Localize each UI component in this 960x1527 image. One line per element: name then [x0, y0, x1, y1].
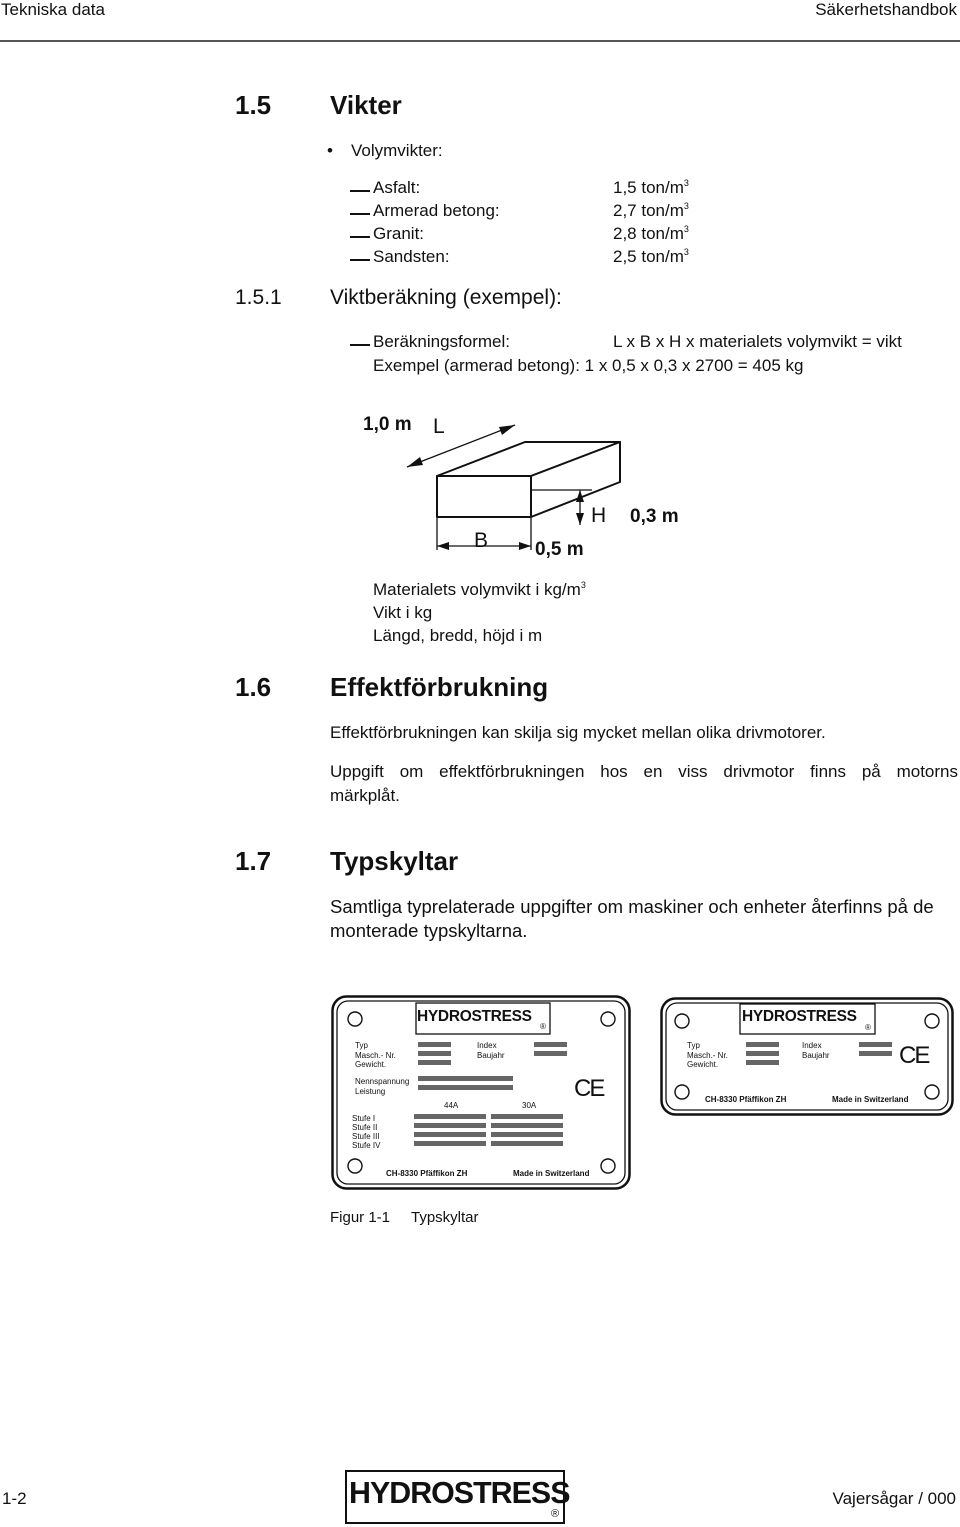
plate-brand: HYDROSTRESS [742, 1008, 857, 1025]
density-label: Granit: [373, 224, 425, 243]
diagram-legend-line: Materialets volymvikt i $kg/m^3$ [373, 580, 586, 599]
density-label: Sandsten: [373, 247, 450, 266]
ce-mark-icon: CE [899, 1042, 929, 1069]
height-letter: H [591, 504, 607, 527]
width-letter: B [474, 529, 489, 552]
plate-col-b: 30A [522, 1101, 537, 1110]
arrow-head [437, 542, 449, 550]
screw-hole [348, 1159, 362, 1173]
height-value: 0,3 m [630, 506, 679, 527]
figure-caption: Typskyltar [411, 1209, 479, 1226]
section-number-1-5: 1.5 [235, 90, 272, 120]
section-title-effektforbrukning: Effektförbrukning [330, 672, 549, 702]
density-label: Armerad betong: [373, 201, 500, 220]
screw-hole [675, 1014, 689, 1028]
formula-example: Exempel (armerad betong): 1 x 0,5 x 0,3 x 2700 = 405 kg [373, 356, 804, 375]
arrow-head [499, 425, 515, 435]
footer-right: Vajersågar / 000 [832, 1489, 956, 1508]
block-front-face [437, 476, 531, 517]
paragraph: monterade typskyltarna. [330, 920, 528, 941]
paragraph: märkplåt. [330, 786, 400, 805]
header-left: Tekniska data [1, 0, 105, 19]
length-value: 1,0 m [363, 414, 412, 435]
plate-labels-right: Index Baujahr [477, 1041, 505, 1060]
registered-mark: ® [540, 1022, 546, 1031]
density-value: 2,5 ton/$m^3$ [613, 247, 689, 266]
screw-hole [601, 1012, 615, 1026]
plate-footer-left: CH-8330 Pfäffikon ZH [386, 1169, 468, 1178]
diagram-legend-line: Vikt i kg [373, 603, 433, 622]
plate-labels-left: Typ Masch.- Nr. Gewicht. [355, 1041, 396, 1069]
plate-stufe-labels: Stufe I Stufe II Stufe III Stufe IV [352, 1114, 381, 1150]
section-number-1-6: 1.6 [235, 672, 272, 702]
density-value: 1,5 ton/$m^3$ [613, 178, 689, 197]
arrow-head [519, 542, 531, 550]
arrow-head [407, 457, 423, 467]
page-number: 1-2 [2, 1489, 27, 1508]
logo-text: HYDROSTRESS [349, 1475, 570, 1510]
screw-hole [348, 1012, 362, 1026]
section-number-1-7: 1.7 [235, 846, 272, 876]
plate-footer-right: Made in Switzerland [513, 1169, 590, 1178]
section-title-vikter: Vikter [330, 90, 402, 120]
figure-number: Figur 1-1 [330, 1209, 391, 1226]
block-diagram [0, 0, 960, 660]
density-value: 2,8 ton/$m^3$ [613, 224, 689, 243]
type-plate-large [331, 995, 631, 1190]
screw-hole [675, 1085, 689, 1099]
plate-footer-left: CH-8330 Pfäffikon ZH [705, 1095, 787, 1104]
plate-footer-right: Made in Switzerland [832, 1095, 909, 1104]
plate-labels-power: Nennspannung Leistung [355, 1077, 410, 1096]
header-right: Säkerhetshandbok [815, 0, 957, 19]
ce-mark-icon: CE [574, 1075, 604, 1102]
hydrostress-logo [345, 1470, 570, 1524]
plate-brand: HYDROSTRESS [417, 1008, 532, 1025]
section-number-1-5-1: 1.5.1 [235, 286, 282, 309]
bullet-volymvikter: Volymvikter: [351, 141, 443, 160]
length-letter: L [433, 415, 445, 438]
section-title-viktberakning: Viktberäkning (exempel): [330, 286, 562, 309]
paragraph: Samtliga typrelaterade uppgifter om maskiner och enheter återfinns på de [330, 896, 934, 917]
plate-labels-left: Typ Masch.- Nr. Gewicht. [687, 1041, 728, 1069]
arrow-head [576, 513, 584, 525]
screw-hole [601, 1159, 615, 1173]
screw-hole [925, 1085, 939, 1099]
registered-mark: ® [865, 1023, 871, 1032]
registered-mark: ® [551, 1508, 560, 1520]
plate-labels-right: Index Baujahr [802, 1041, 830, 1060]
bullet-marker: • [327, 141, 333, 160]
paragraph: Effektförbrukningen kan skilja sig mycket mellan olika drivmotorer. [330, 723, 826, 742]
density-label: Asfalt: [373, 178, 421, 197]
density-value: 2,7 ton/$m^3$ [613, 201, 689, 220]
paragraph: Uppgift om effektförbrukningen hos en viss drivmotor finns på motorns [330, 762, 958, 781]
type-plate-small [660, 997, 954, 1116]
plate-col-a: 44A [444, 1101, 459, 1110]
screw-hole [925, 1014, 939, 1028]
formula-text: L x B x H x materialets volymvikt = vikt [613, 332, 902, 351]
diagram-legend-line: Längd, bredd, höjd i m [373, 626, 543, 645]
width-value: 0,5 m [535, 539, 584, 560]
formula-label: Beräkningsformel: [373, 332, 511, 351]
section-title-typskyltar: Typskyltar [330, 846, 459, 876]
